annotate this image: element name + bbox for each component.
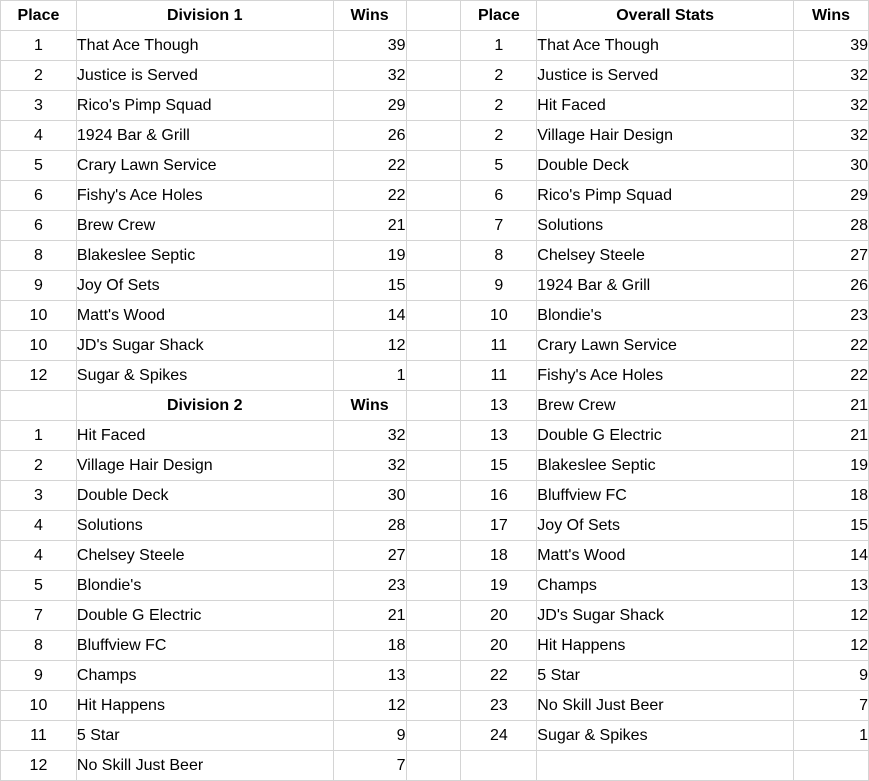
team-name-cell[interactable]: Hit Happens <box>76 691 333 721</box>
table-row <box>1 181 869 211</box>
team-name-cell[interactable]: Solutions <box>537 211 794 241</box>
place-cell[interactable]: 19 <box>461 571 537 601</box>
wins-cell[interactable]: 27 <box>333 541 406 571</box>
empty-cell[interactable] <box>537 751 794 781</box>
place-cell[interactable]: 13 <box>461 421 537 451</box>
place-cell[interactable]: 11 <box>461 361 537 391</box>
empty-cell[interactable] <box>794 751 869 781</box>
team-name-cell[interactable]: Justice is Served <box>537 61 794 91</box>
wins-cell[interactable]: 15 <box>333 271 406 301</box>
team-name-cell[interactable]: JD's Sugar Shack <box>537 601 794 631</box>
wins-cell[interactable]: 21 <box>333 601 406 631</box>
place-cell[interactable]: 24 <box>461 721 537 751</box>
wins-cell[interactable]: 19 <box>333 241 406 271</box>
table-row <box>1 241 869 271</box>
team-name-cell[interactable]: No Skill Just Beer <box>537 691 794 721</box>
division-title-cell[interactable]: Division 1 <box>76 1 333 31</box>
team-name-cell[interactable]: 1924 Bar & Grill <box>76 121 333 151</box>
wins-cell[interactable]: 14 <box>333 301 406 331</box>
place-cell[interactable]: 6 <box>1 211 77 241</box>
spacer-cell[interactable] <box>406 121 461 151</box>
table-row <box>1 271 869 301</box>
wins-cell[interactable]: 22 <box>794 361 869 391</box>
team-name-cell[interactable]: Matt's Wood <box>537 541 794 571</box>
place-cell[interactable]: 15 <box>461 451 537 481</box>
wins-cell[interactable]: 12 <box>794 631 869 661</box>
wins-cell[interactable]: 21 <box>794 391 869 421</box>
table-row <box>1 91 869 121</box>
wins-cell[interactable]: 12 <box>333 331 406 361</box>
place-cell[interactable]: 12 <box>1 361 77 391</box>
team-name-cell[interactable]: Champs <box>537 571 794 601</box>
wins-cell[interactable]: 1 <box>333 361 406 391</box>
team-name-cell[interactable]: Brew Crew <box>537 391 794 421</box>
table-row <box>1 721 869 751</box>
place-cell[interactable]: 16 <box>461 481 537 511</box>
spacer-cell[interactable] <box>406 391 461 421</box>
place-cell[interactable]: 4 <box>1 121 77 151</box>
team-name-cell[interactable]: Bluffview FC <box>537 481 794 511</box>
team-name-cell[interactable]: Double Deck <box>76 481 333 511</box>
wins-cell[interactable]: 13 <box>333 661 406 691</box>
wins-cell[interactable]: 26 <box>333 121 406 151</box>
wins-cell[interactable]: 7 <box>794 691 869 721</box>
spacer-cell[interactable] <box>406 31 461 61</box>
wins-cell[interactable]: 27 <box>794 241 869 271</box>
spacer-cell[interactable] <box>406 751 461 781</box>
table-row <box>1 661 869 691</box>
team-name-cell[interactable]: Double G Electric <box>76 601 333 631</box>
team-name-cell[interactable]: Blakeslee Septic <box>537 451 794 481</box>
place-cell[interactable]: 13 <box>461 391 537 421</box>
place-cell[interactable]: 1 <box>1 31 77 61</box>
team-name-cell[interactable]: Hit Faced <box>76 421 333 451</box>
wins-cell[interactable]: 32 <box>333 421 406 451</box>
spacer-cell[interactable] <box>406 511 461 541</box>
table-row <box>1 511 869 541</box>
wins-cell[interactable]: 18 <box>333 631 406 661</box>
place-header-cell[interactable]: Place <box>1 1 77 31</box>
table-row <box>1 481 869 511</box>
wins-cell[interactable]: 22 <box>333 151 406 181</box>
wins-cell[interactable]: 32 <box>794 91 869 121</box>
wins-cell[interactable]: 32 <box>794 121 869 151</box>
wins-cell[interactable]: 13 <box>794 571 869 601</box>
table-row <box>1 1 869 31</box>
wins-cell[interactable]: 9 <box>333 721 406 751</box>
place-cell[interactable]: 20 <box>461 631 537 661</box>
wins-cell[interactable]: 23 <box>333 571 406 601</box>
team-name-cell[interactable]: Joy Of Sets <box>76 271 333 301</box>
wins-header-cell[interactable]: Wins <box>794 1 869 31</box>
team-name-cell[interactable]: Village Hair Design <box>537 121 794 151</box>
place-cell[interactable]: 8 <box>461 241 537 271</box>
wins-cell[interactable]: 21 <box>794 421 869 451</box>
place-cell[interactable]: 8 <box>1 241 77 271</box>
wins-cell[interactable]: 30 <box>333 481 406 511</box>
place-cell[interactable]: 8 <box>1 631 77 661</box>
spacer-cell[interactable] <box>406 451 461 481</box>
wins-cell[interactable]: 22 <box>794 331 869 361</box>
wins-cell[interactable]: 1 <box>794 721 869 751</box>
team-name-cell[interactable]: That Ace Though <box>537 31 794 61</box>
wins-header-cell[interactable]: Wins <box>333 391 406 421</box>
place-cell[interactable]: 2 <box>1 61 77 91</box>
table-row <box>1 451 869 481</box>
spacer-cell[interactable] <box>406 181 461 211</box>
table-row <box>1 361 869 391</box>
wins-cell[interactable]: 29 <box>794 181 869 211</box>
team-name-cell[interactable]: Joy Of Sets <box>537 511 794 541</box>
wins-cell[interactable]: 12 <box>794 601 869 631</box>
wins-cell[interactable]: 18 <box>794 481 869 511</box>
team-name-cell[interactable]: Fishy's Ace Holes <box>537 361 794 391</box>
team-name-cell[interactable]: No Skill Just Beer <box>76 751 333 781</box>
place-cell[interactable]: 22 <box>461 661 537 691</box>
spacer-cell[interactable] <box>406 241 461 271</box>
place-cell[interactable]: 5 <box>1 151 77 181</box>
spacer-cell[interactable] <box>406 331 461 361</box>
place-cell[interactable]: 20 <box>461 601 537 631</box>
wins-cell[interactable]: 28 <box>333 511 406 541</box>
team-name-cell[interactable]: Village Hair Design <box>76 451 333 481</box>
team-name-cell[interactable]: Blondie's <box>537 301 794 331</box>
empty-cell[interactable] <box>461 751 537 781</box>
table-row <box>1 691 869 721</box>
wins-cell[interactable]: 32 <box>794 61 869 91</box>
spacer-cell[interactable] <box>406 661 461 691</box>
team-name-cell[interactable]: That Ace Though <box>76 31 333 61</box>
place-cell[interactable]: 10 <box>461 301 537 331</box>
spacer-cell[interactable] <box>406 151 461 181</box>
team-name-cell[interactable]: Double Deck <box>537 151 794 181</box>
team-name-cell[interactable]: Chelsey Steele <box>537 241 794 271</box>
division-title-cell[interactable]: Division 2 <box>76 391 333 421</box>
table-row <box>1 211 869 241</box>
team-name-cell[interactable]: Hit Happens <box>537 631 794 661</box>
team-name-cell[interactable]: 5 Star <box>76 721 333 751</box>
table-row <box>1 331 869 361</box>
place-cell[interactable]: 11 <box>461 331 537 361</box>
table-row <box>1 601 869 631</box>
table-row <box>1 301 869 331</box>
table-row <box>1 631 869 661</box>
wins-cell[interactable]: 15 <box>794 511 869 541</box>
place-cell[interactable]: 11 <box>1 721 77 751</box>
wins-cell[interactable]: 12 <box>333 691 406 721</box>
team-name-cell[interactable]: Sugar & Spikes <box>76 361 333 391</box>
place-cell[interactable]: 3 <box>1 481 77 511</box>
wins-cell[interactable]: 7 <box>333 751 406 781</box>
team-name-cell[interactable]: Justice is Served <box>76 61 333 91</box>
table-row <box>1 571 869 601</box>
spacer-cell[interactable] <box>406 691 461 721</box>
team-name-cell[interactable]: Bluffview FC <box>76 631 333 661</box>
team-name-cell[interactable]: Champs <box>76 661 333 691</box>
team-name-cell[interactable]: JD's Sugar Shack <box>76 331 333 361</box>
wins-cell[interactable]: 22 <box>333 181 406 211</box>
team-name-cell[interactable]: Fishy's Ace Holes <box>76 181 333 211</box>
table-row <box>1 121 869 151</box>
team-name-cell[interactable]: Hit Faced <box>537 91 794 121</box>
place-cell[interactable]: 1 <box>461 31 537 61</box>
spacer-cell[interactable] <box>406 1 461 31</box>
place-cell[interactable]: 9 <box>1 661 77 691</box>
team-name-cell[interactable]: Crary Lawn Service <box>537 331 794 361</box>
place-header-cell[interactable]: Place <box>461 1 537 31</box>
spacer-cell[interactable] <box>406 271 461 301</box>
wins-cell[interactable]: 39 <box>794 31 869 61</box>
place-cell[interactable]: 17 <box>461 511 537 541</box>
wins-cell[interactable]: 26 <box>794 271 869 301</box>
team-name-cell[interactable]: 1924 Bar & Grill <box>537 271 794 301</box>
place-cell[interactable]: 5 <box>1 571 77 601</box>
place-cell[interactable]: 7 <box>461 211 537 241</box>
team-name-cell[interactable]: Blakeslee Septic <box>76 241 333 271</box>
place-cell[interactable]: 6 <box>1 181 77 211</box>
place-cell[interactable]: 4 <box>1 511 77 541</box>
wins-cell[interactable]: 32 <box>333 61 406 91</box>
place-cell[interactable]: 4 <box>1 541 77 571</box>
team-name-cell[interactable]: Solutions <box>76 511 333 541</box>
place-cell[interactable]: 2 <box>461 121 537 151</box>
spacer-cell[interactable] <box>406 301 461 331</box>
wins-header-cell[interactable]: Wins <box>333 1 406 31</box>
place-cell[interactable]: 2 <box>1 451 77 481</box>
wins-cell[interactable]: 32 <box>333 451 406 481</box>
spacer-cell[interactable] <box>406 61 461 91</box>
table-row <box>1 391 869 421</box>
team-name-cell[interactable]: Blondie's <box>76 571 333 601</box>
place-cell[interactable]: 10 <box>1 691 77 721</box>
spacer-cell[interactable] <box>406 541 461 571</box>
team-name-cell[interactable]: Rico's Pimp Squad <box>76 91 333 121</box>
place-cell[interactable]: 10 <box>1 301 77 331</box>
wins-cell[interactable]: 9 <box>794 661 869 691</box>
table-row <box>1 421 869 451</box>
spacer-cell[interactable] <box>406 631 461 661</box>
place-cell[interactable]: 5 <box>461 151 537 181</box>
team-name-cell[interactable]: 5 Star <box>537 661 794 691</box>
wins-cell[interactable]: 23 <box>794 301 869 331</box>
spacer-cell[interactable] <box>406 571 461 601</box>
place-cell[interactable]: 23 <box>461 691 537 721</box>
team-name-cell[interactable]: Brew Crew <box>76 211 333 241</box>
wins-cell[interactable]: 19 <box>794 451 869 481</box>
team-name-cell[interactable]: Rico's Pimp Squad <box>537 181 794 211</box>
place-cell[interactable]: 9 <box>1 271 77 301</box>
place-cell[interactable]: 6 <box>461 181 537 211</box>
wins-cell[interactable]: 30 <box>794 151 869 181</box>
place-cell[interactable]: 2 <box>461 61 537 91</box>
place-cell[interactable]: 2 <box>461 91 537 121</box>
wins-cell[interactable]: 28 <box>794 211 869 241</box>
place-cell[interactable]: 9 <box>461 271 537 301</box>
place-cell[interactable]: 10 <box>1 331 77 361</box>
table-row <box>1 751 869 781</box>
wins-cell[interactable]: 14 <box>794 541 869 571</box>
spacer-cell[interactable] <box>406 481 461 511</box>
wins-cell[interactable]: 39 <box>333 31 406 61</box>
place-cell[interactable]: 3 <box>1 91 77 121</box>
spacer-cell[interactable] <box>406 601 461 631</box>
team-name-cell[interactable]: Chelsey Steele <box>76 541 333 571</box>
spacer-cell[interactable] <box>406 421 461 451</box>
spacer-cell[interactable] <box>406 721 461 751</box>
spacer-cell[interactable] <box>406 91 461 121</box>
table-row <box>1 541 869 571</box>
spacer-cell[interactable] <box>406 361 461 391</box>
place-cell[interactable]: 18 <box>461 541 537 571</box>
team-name-cell[interactable]: Matt's Wood <box>76 301 333 331</box>
overall-title-cell[interactable]: Overall Stats <box>537 1 794 31</box>
wins-cell[interactable]: 21 <box>333 211 406 241</box>
spacer-cell[interactable] <box>406 211 461 241</box>
table-row <box>1 61 869 91</box>
place-cell[interactable]: 1 <box>1 421 77 451</box>
wins-cell[interactable]: 29 <box>333 91 406 121</box>
team-name-cell[interactable]: Crary Lawn Service <box>76 151 333 181</box>
place-cell[interactable]: 7 <box>1 601 77 631</box>
team-name-cell[interactable]: Sugar & Spikes <box>537 721 794 751</box>
table-row <box>1 31 869 61</box>
table-row <box>1 151 869 181</box>
place-cell[interactable]: 12 <box>1 751 77 781</box>
team-name-cell[interactable]: Double G Electric <box>537 421 794 451</box>
place-header-cell[interactable] <box>1 391 77 421</box>
